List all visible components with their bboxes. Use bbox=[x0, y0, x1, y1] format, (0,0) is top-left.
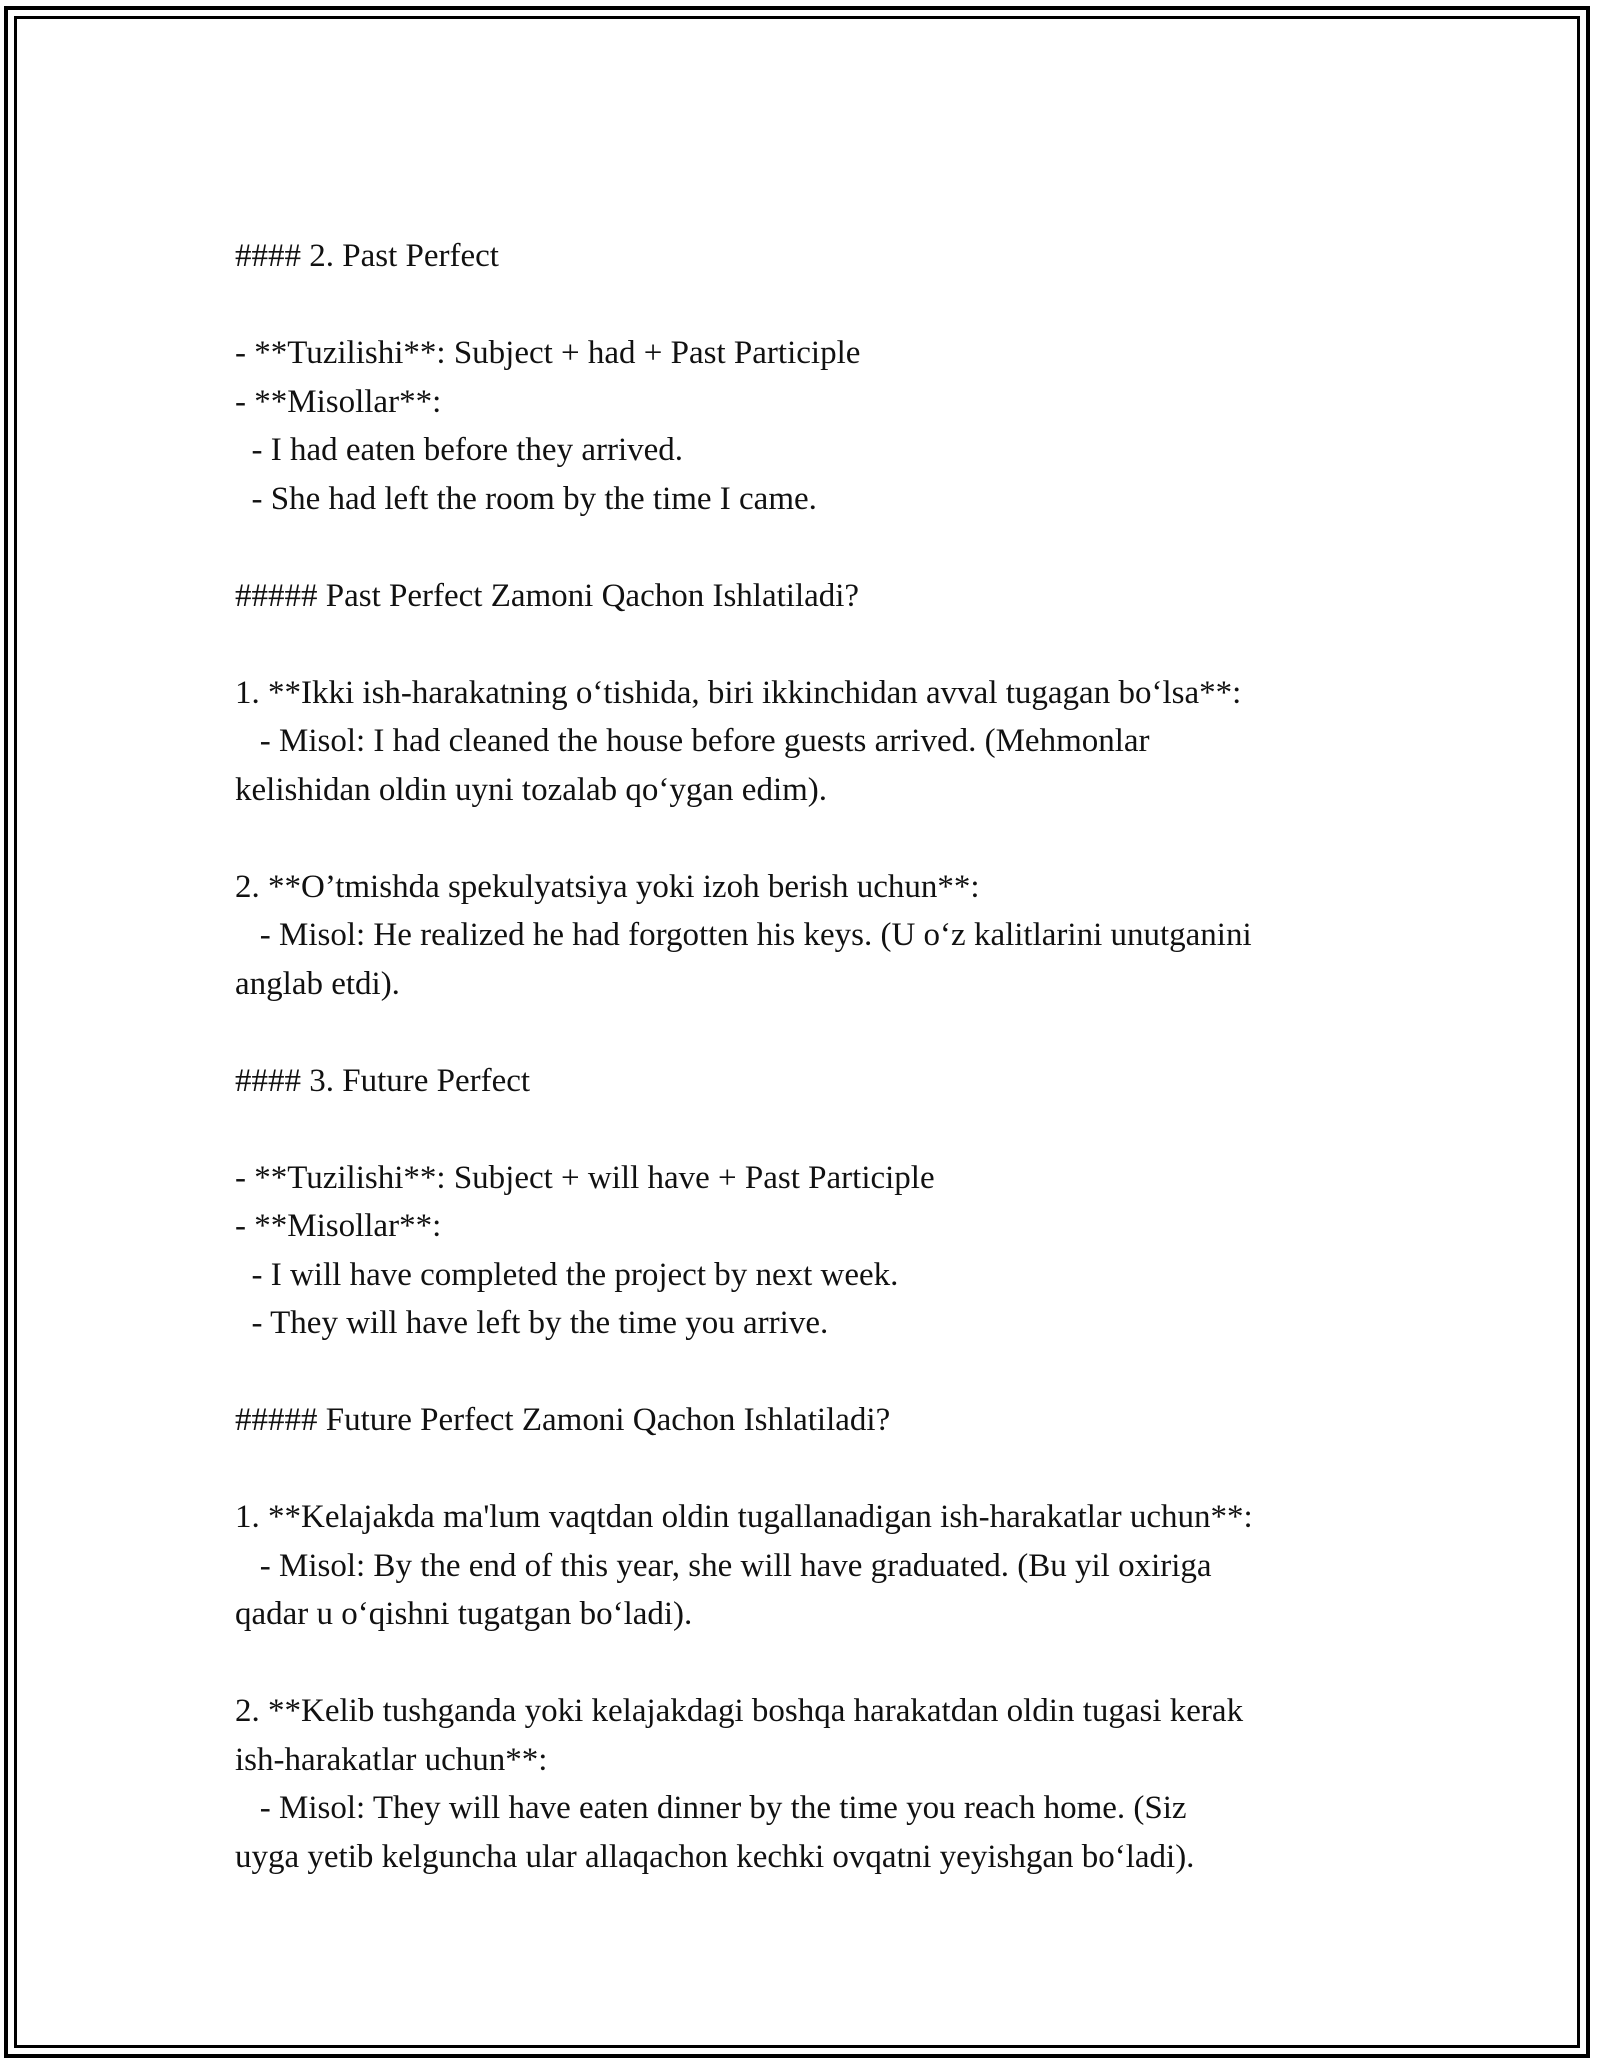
usage-item-example-cont: kelishidan oldin uyni tozalab qo‘ygan edim). bbox=[235, 771, 828, 808]
example-line: - I had eaten before they arrived. bbox=[235, 432, 684, 468]
usage-item-title: 1. **Ikki ish-harakatning o‘tishida, biri ikkinchidan avval tugagan bo‘lsa**: bbox=[235, 674, 1242, 711]
example-line: - They will have left by the time you arrive. bbox=[235, 1305, 829, 1341]
section-heading-past-perfect: #### 2. Past Perfect bbox=[235, 238, 499, 274]
spacer bbox=[235, 281, 1385, 330]
usage-item-example-cont: uyga yetib kelguncha ular allaqachon kechki ovqatni yeyishgan bo‘ladi). bbox=[235, 1838, 1195, 1875]
subsection-heading-future-perfect-usage: ##### Future Perfect Zamoni Qachon Ishlatiladi? bbox=[235, 1402, 891, 1438]
example-line: - I will have completed the project by next week. bbox=[235, 1256, 899, 1293]
usage-item-title-cont: ish-harakatlar uchun**: bbox=[235, 1741, 548, 1778]
usage-item-title: 1. **Kelajakda ma'lum vaqtdan oldin tugallanadigan ish-harakatlar uchun**: bbox=[235, 1499, 1253, 1535]
example-line: - She had left the room by the time I came. bbox=[235, 480, 817, 517]
structure-line-future-perfect: - **Tuzilishi**: Subject + will have + Past Participle bbox=[235, 1159, 935, 1196]
usage-item-example-cont: qadar u o‘qishni tugatgan bo‘ladi). bbox=[235, 1596, 693, 1632]
usage-item-example-cont: anglab etdi). bbox=[235, 965, 400, 1002]
spacer bbox=[235, 1348, 1385, 1397]
spacer bbox=[235, 1639, 1385, 1688]
structure-line-past-perfect: - **Tuzilishi**: Subject + had + Past Participle bbox=[235, 335, 861, 371]
usage-item-example: - Misol: By the end of this year, she will have graduated. (Bu yil oxiriga bbox=[235, 1547, 1212, 1584]
usage-item-title: 2. **Kelib tushganda yoki kelajakdagi boshqa harakatdan oldin tugasi kerak bbox=[235, 1693, 1244, 1729]
spacer bbox=[235, 523, 1385, 572]
spacer bbox=[235, 1008, 1385, 1057]
spacer bbox=[235, 620, 1385, 669]
usage-item-title: 2. **O’tmishda spekulyatsiya yoki izoh berish uchun**: bbox=[235, 868, 980, 905]
usage-item-example: - Misol: He realized he had forgotten his keys. (U o‘z kalitlarini unutganini bbox=[235, 917, 1252, 953]
spacer bbox=[235, 1105, 1385, 1154]
spacer bbox=[235, 814, 1385, 863]
spacer bbox=[235, 1445, 1385, 1494]
document-body bbox=[235, 232, 1385, 1881]
section-heading-future-perfect: #### 3. Future Perfect bbox=[235, 1062, 531, 1099]
examples-label-future-perfect: - **Misollar**: bbox=[235, 1208, 442, 1244]
usage-item-example: - Misol: They will have eaten dinner by the time you reach home. (Siz bbox=[235, 1790, 1187, 1826]
usage-item-example: - Misol: I had cleaned the house before guests arrived. (Mehmonlar bbox=[235, 723, 1150, 759]
examples-label-past-perfect: - **Misollar**: bbox=[235, 383, 442, 420]
subsection-heading-past-perfect-usage: ##### Past Perfect Zamoni Qachon Ishlatiladi? bbox=[235, 577, 860, 614]
